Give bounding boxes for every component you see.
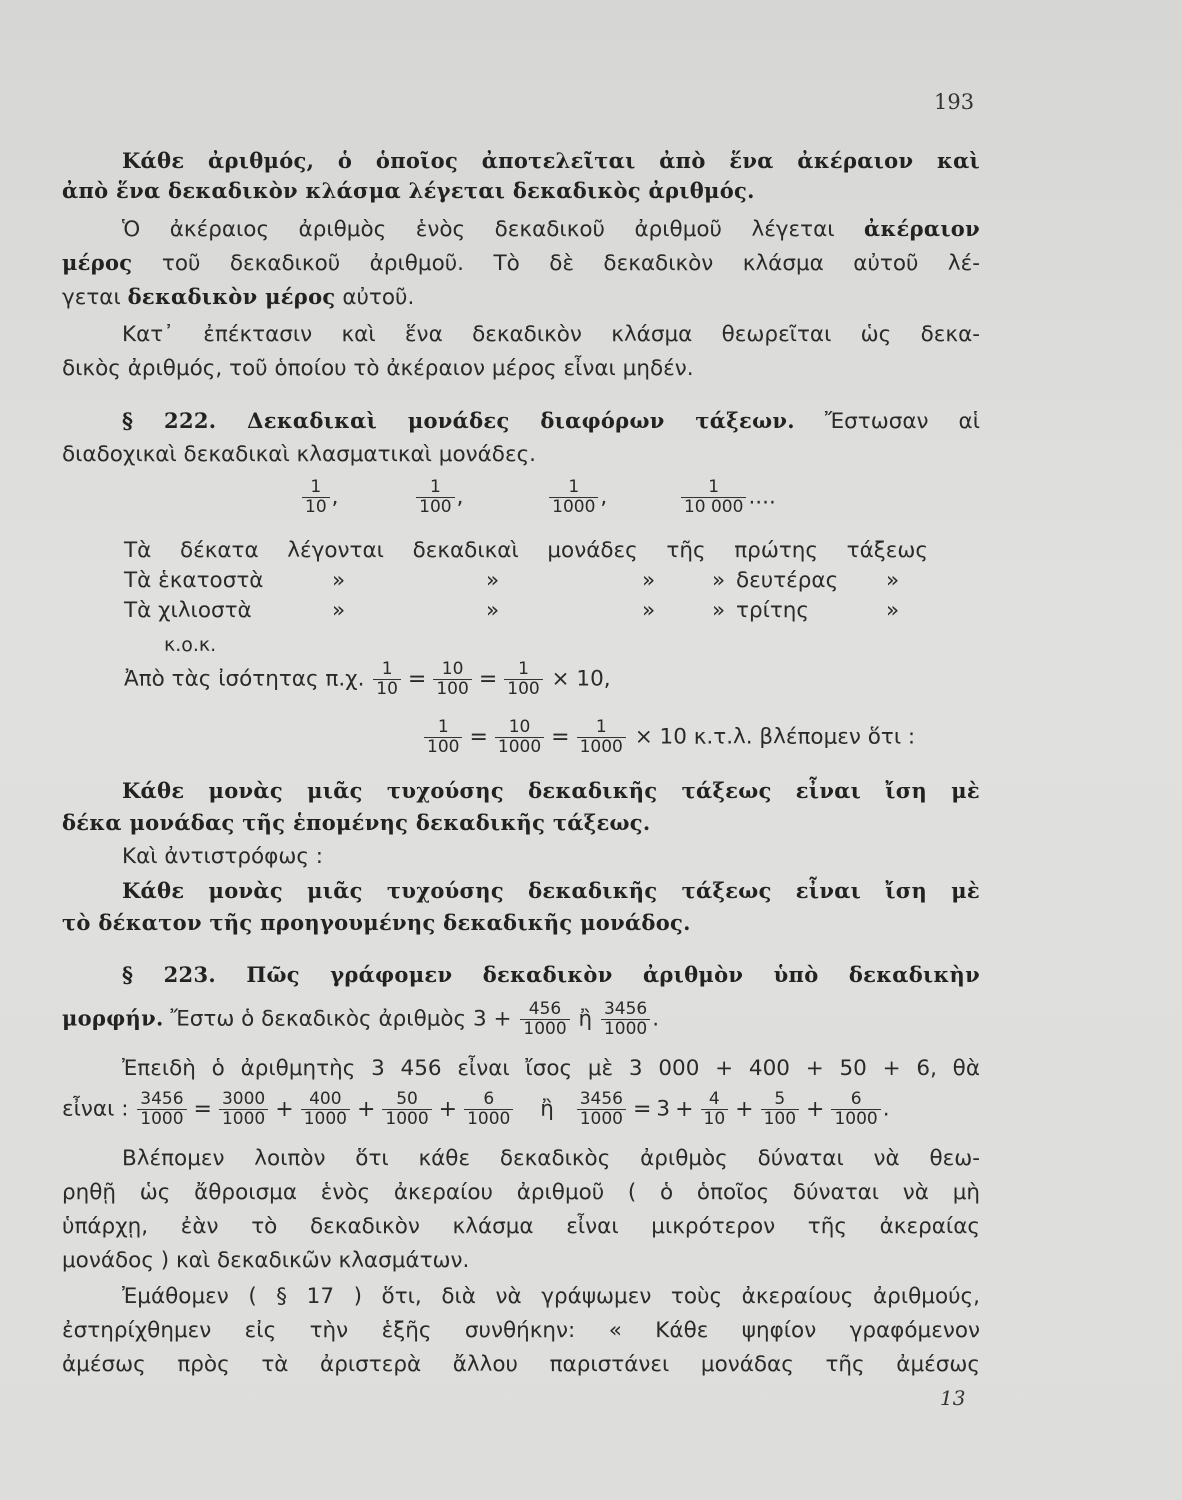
section-222-heading: § 222. Δεκαδικαὶ μονάδες διαφόρων τάξεων. — [122, 408, 795, 433]
fraction: $\frac{1}{1000}$ — [549, 478, 598, 517]
fraction: $\frac{3456}{1000}$ — [601, 1000, 650, 1039]
fraction: $\frac{3456}{1000}$ — [137, 1090, 186, 1129]
fraction: $\frac{3000}{1000}$ — [219, 1090, 268, 1129]
order-row-2: Τὰ ἑκατοστὰ — [124, 568, 264, 593]
fraction: $\frac{1}{100}$ — [424, 718, 462, 757]
ditto-mark: » — [332, 568, 346, 593]
ditto-mark: » — [486, 568, 500, 593]
conversely: Καὶ ἀντιστρόφως : — [122, 844, 324, 869]
integer-part-line-3: γεται δεκαδικὸν μέρος αὐτοῦ. — [62, 284, 415, 310]
fraction: $\frac{10}{100}$ — [433, 660, 471, 699]
ditto-mark: » — [886, 598, 900, 623]
learned-line-3: ἀμέσως πρὸς τὰ ἀριστερὰ ἄλλου παριστάνει μονάδας τῆς ἀμέσως — [62, 1352, 980, 1377]
section-222-heading-line: § 222. Δεκαδικαὶ μονάδες διαφόρων τάξεων. Ἔστωσαν αἱ — [122, 408, 980, 434]
fraction: $\frac{4}{10}$ — [701, 1090, 729, 1129]
order-name: δευτέρας — [736, 568, 839, 593]
integer-part-line-2: μέρος τοῦ δεκαδικοῦ ἀριθμοῦ. Τὸ δὲ δεκαδικὸν κλάσμα αὐτοῦ λέ- — [62, 250, 980, 276]
fraction: $\frac{50}{1000}$ — [382, 1090, 431, 1129]
order-row-1: Τὰ δέκατα λέγονται δεκαδικαὶ μονάδες τῆς πρώτης τάξεως — [124, 538, 928, 563]
sum-paragraph-line-4: μονάδος ) καὶ δεκαδικῶν κλασμάτων. — [62, 1248, 470, 1273]
ditto-mark: » — [332, 598, 346, 623]
rule-2-line-2: τὸ δέκατον τῆς προηγουμένης δεκαδικῆς μονάδος. — [62, 910, 691, 935]
fraction: $\frac{1}{100}$ — [416, 478, 454, 517]
extension-line-2: δικὸς ἀριθμός, τοῦ ὁποίου τὸ ἀκέραιον μέρος εἶναι μηδέν. — [62, 356, 694, 381]
ditto-mark: » — [642, 568, 656, 593]
learned-line-2: ἐστηρίχθημεν εἰς τὴν ἑξῆς συνθήκην: « Κάθε ψηφίον γραφόμενον — [62, 1318, 980, 1343]
page-number: 193 — [934, 90, 975, 114]
rule-1-line-2: δέκα μονάδας τῆς ἑπομένης δεκαδικῆς τάξεως. — [62, 810, 651, 835]
fraction: $\frac{5}{100}$ — [761, 1090, 799, 1129]
definition-line-2: ἀπὸ ἕνα δεκαδικὸν κλάσμα λέγεται δεκαδικὸς ἀριθμός. — [62, 178, 755, 203]
fraction: $\frac{6}{1000}$ — [831, 1090, 880, 1129]
integer-part-line-1: Ὁ ἀκέραιος ἀριθμὸς ἑνὸς δεκαδικοῦ ἀριθμοῦ λέγεται ἀκέραιον — [122, 216, 980, 242]
etc-abbrev: κ.ο.κ. — [164, 634, 217, 656]
learned-line-1: Ἐμάθομεν ( § 17 ) ὅτι, διὰ νὰ γράψωμεν τοὺς ἀκεραίους ἀριθμούς, — [122, 1284, 980, 1309]
fraction: $\frac{6}{1000}$ — [464, 1090, 513, 1129]
fraction: $\frac{1}{1000}$ — [577, 718, 626, 757]
sum-paragraph-line-2: ρηθῇ ὡς ἄθροισμα ἑνὸς ἀκεραίου ἀριθμοῦ ( ὁ ὁποῖος δύναται νὰ μὴ — [62, 1180, 980, 1205]
fraction: $\frac{3456}{1000}$ — [577, 1090, 626, 1129]
fraction: $\frac{1}{10 000}$ — [681, 478, 746, 517]
sum-equation: εἶναι : $\frac{3456}{1000}$ = $\frac{3000}{1000}$ + $\frac{400}{1000}$ + $\frac{50}{1000}$ + $\frac{6}{1000}$ ἢ $\frac{3456}{1000}$ = 3 + $\frac{4}{10}$ + $\frac{5}{100}$ + $\frac{6}{1000}$ . — [62, 1089, 890, 1129]
order-row-3: Τὰ χιλιοστὰ — [124, 598, 252, 623]
fraction: $\frac{400}{1000}$ — [301, 1090, 350, 1129]
sum-paragraph-line-3: ὑπάρχῃ, ἐὰν τὸ δεκαδικὸν κλάσμα εἶναι μικρότερον τῆς ἀκεραίας — [62, 1214, 980, 1239]
extension-line-1: Κατ᾽ ἐπέκτασιν καὶ ἕνα δεκαδικὸν κλάσμα θεωρεῖται ὡς δεκα- — [122, 322, 980, 347]
fraction: $\frac{1}{10}$ — [373, 660, 401, 699]
section-223-heading: § 223. Πῶς γράφομεν δεκαδικὸν ἀριθμὸν ὑπὸ δεκαδικὴν — [122, 962, 980, 987]
decimal-units-fractions: $\frac{1}{10}$ , $\frac{1}{100}$ , $\frac{1}{1000}$ , $\frac{1}{10 000}$ .... — [300, 478, 776, 517]
fraction: $\frac{10}{1000}$ — [495, 718, 544, 757]
section-223-line-3: Ἐπειδὴ ὁ ἀριθμητὴς 3 456 εἶναι ἴσος μὲ 3 000 + 400 + 50 + 6, θὰ — [122, 1056, 980, 1081]
section-222-line-2: διαδοχικαὶ δεκαδικαὶ κλασματικαὶ μονάδες. — [62, 442, 537, 467]
ditto-mark: » — [712, 598, 726, 623]
fraction: $\frac{1}{100}$ — [504, 660, 542, 699]
ditto-mark: » — [886, 568, 900, 593]
order-name: τρίτης — [736, 598, 810, 623]
signature-mark: 13 — [940, 1386, 966, 1410]
fraction: $\frac{1}{10}$ — [302, 478, 330, 517]
ditto-mark: » — [486, 598, 500, 623]
ditto-mark: » — [642, 598, 656, 623]
fraction: $\frac{456}{1000}$ — [520, 1000, 569, 1039]
sum-paragraph-line-1: Βλέπομεν λοιπὸν ὅτι κάθε δεκαδικὸς ἀριθμὸς δύναται νὰ θεω- — [122, 1146, 980, 1171]
rule-1-line-1: Κάθε μονὰς μιᾶς τυχούσης δεκαδικῆς τάξεως εἶναι ἴση μὲ — [122, 778, 980, 803]
section-223-line-2: μορφήν. Ἔστω ὁ δεκαδικὸς ἀριθμὸς 3 + $\frac{456}{1000}$ ἢ $\frac{3456}{1000}$ . — [62, 999, 660, 1039]
equality-line-1: Ἀπὸ τὰς ἰσότητας π.χ. $\frac{1}{10}$ = $\frac{10}{100}$ = $\frac{1}{100}$ × 10, — [124, 659, 611, 699]
equality-line-2: $\frac{1}{100}$ = $\frac{10}{1000}$ = $\frac{1}{1000}$ × 10 κ.τ.λ. βλέπομεν ὅτι : — [422, 718, 915, 757]
ditto-mark: » — [712, 568, 726, 593]
definition-line-1: Κάθε ἀριθμός, ὁ ὁποῖος ἀποτελεῖται ἀπὸ ἕνα ἀκέραιον καὶ — [122, 148, 980, 173]
rule-2-line-1: Κάθε μονὰς μιᾶς τυχούσης δεκαδικῆς τάξεως εἶναι ἴση μὲ — [122, 878, 980, 903]
